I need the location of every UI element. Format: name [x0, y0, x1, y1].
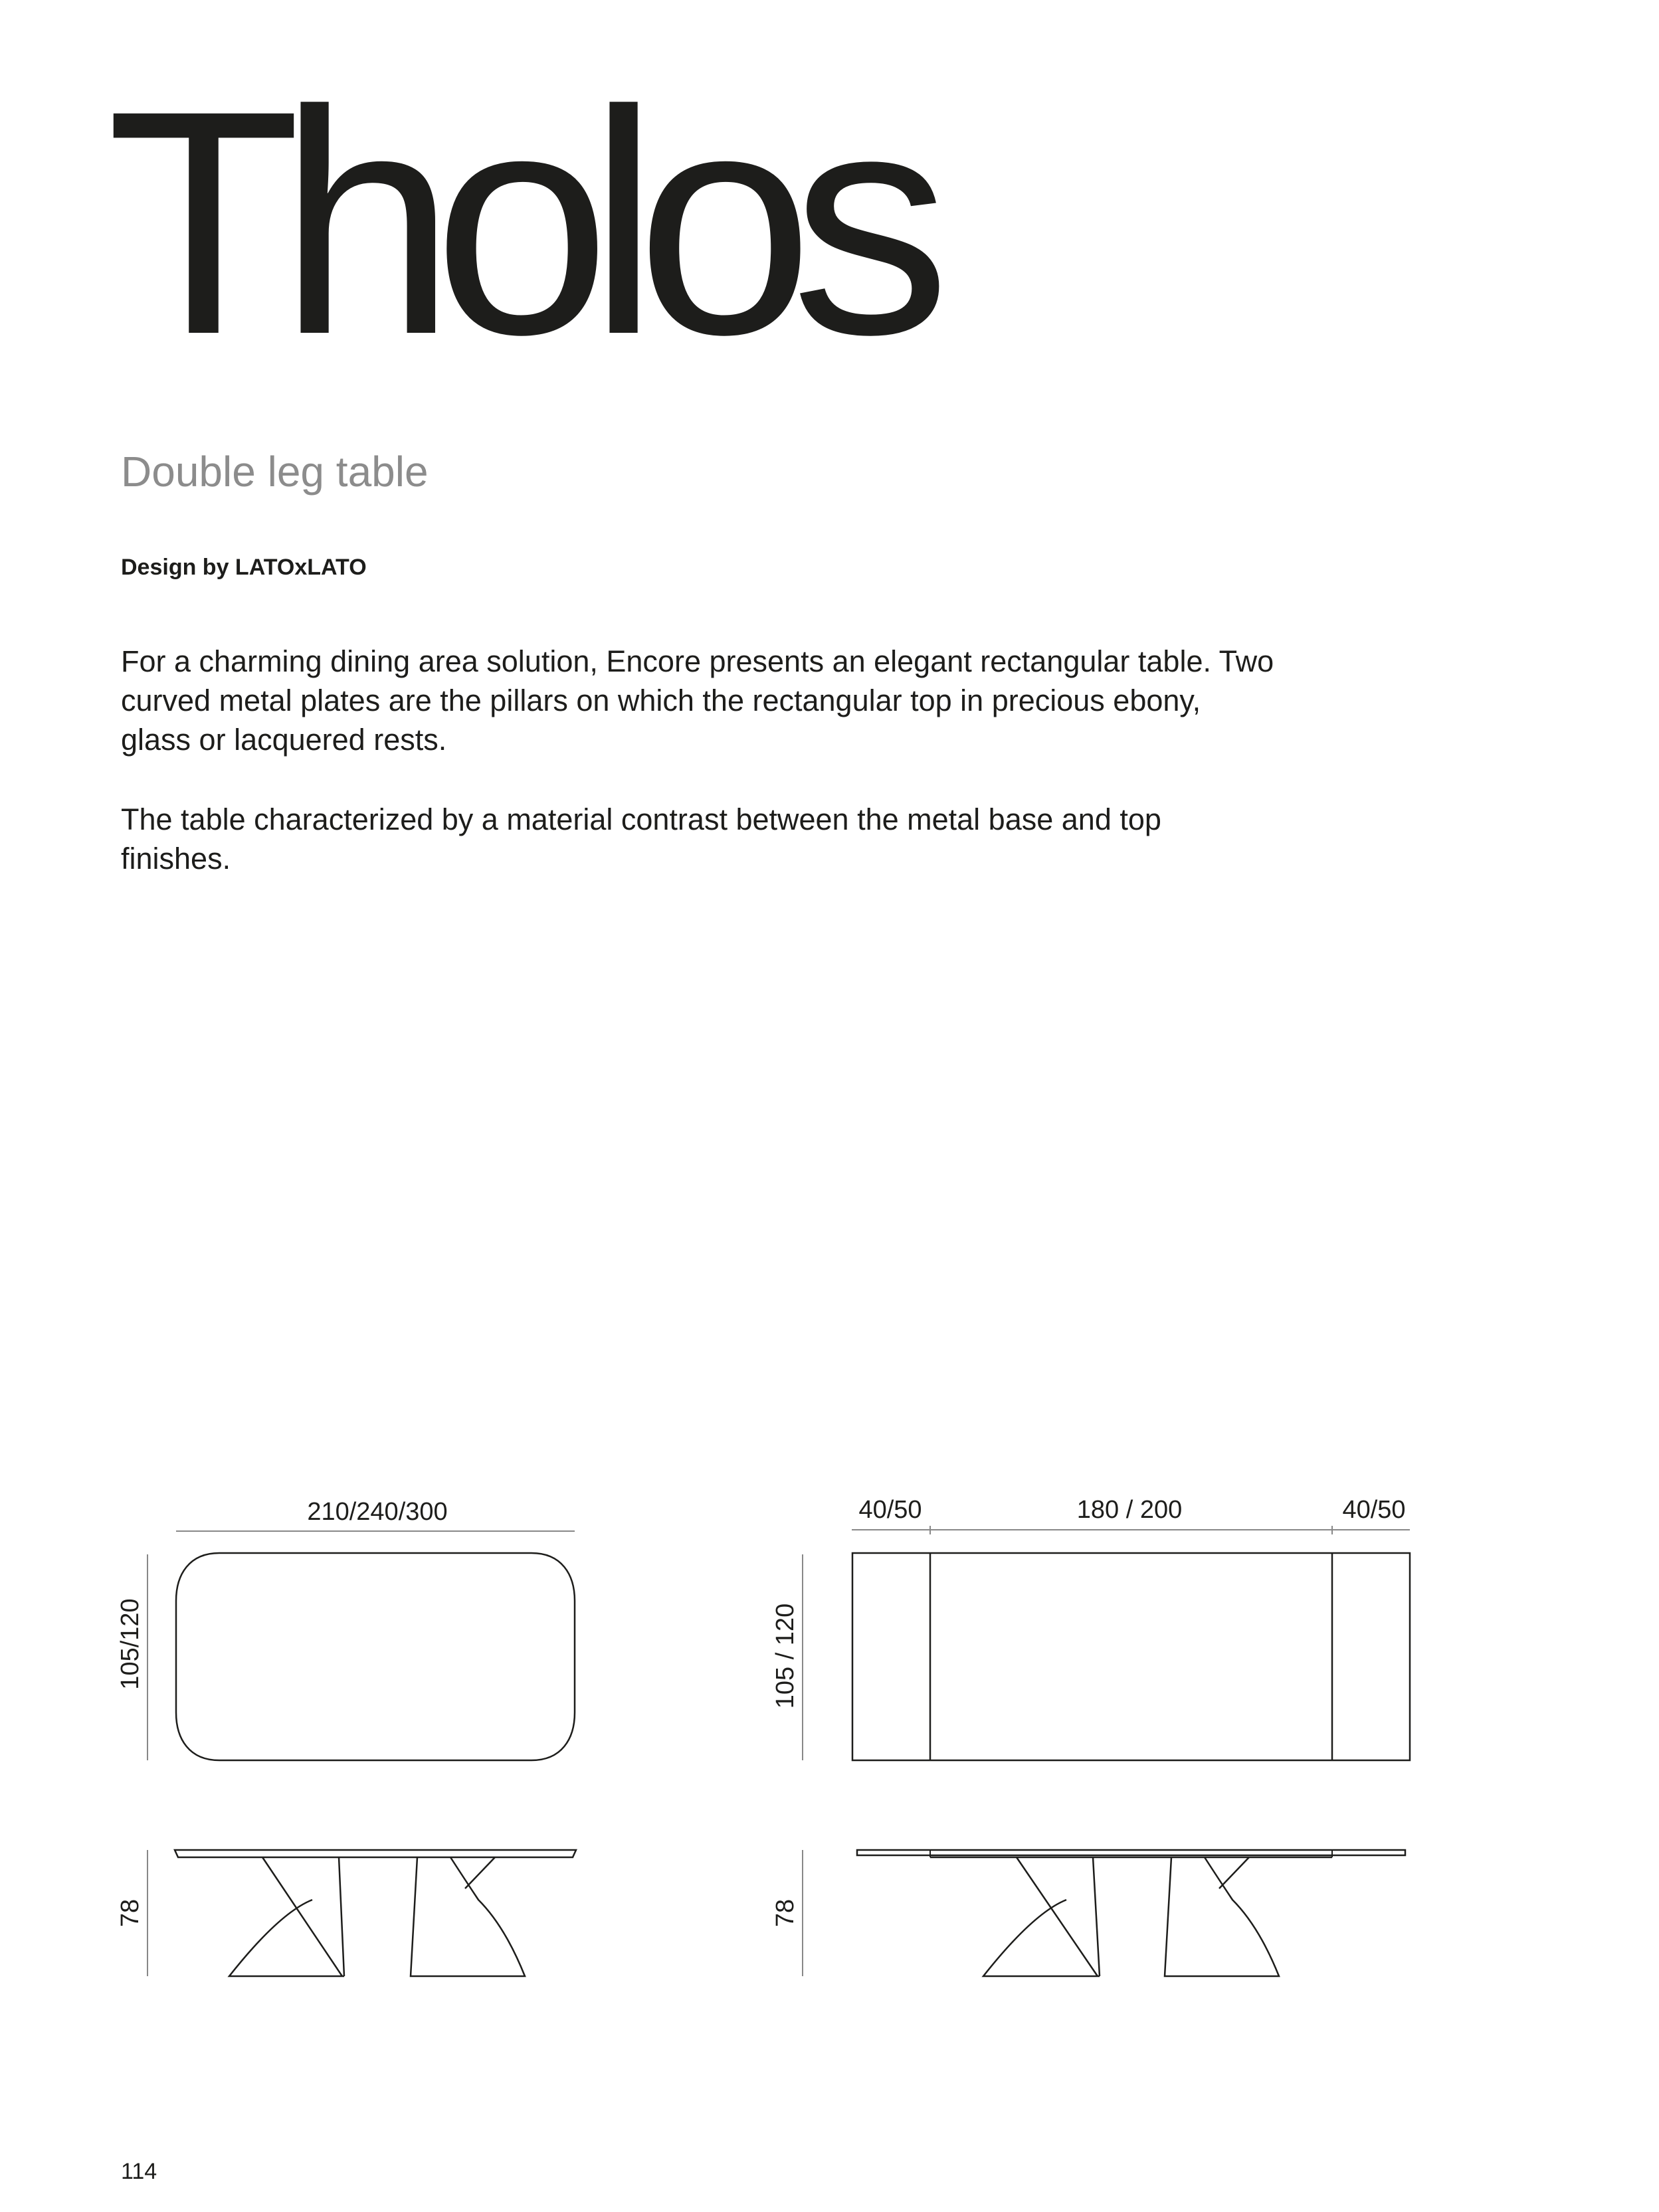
height-label: 78: [116, 1898, 144, 1928]
description-paragraph: For a charming dining area solution, Encore presents an elegant rectangular table. Two curved metal plates are the pillars on which the rectangular top in precious ebony, glass or lacquered rests.: [121, 644, 1274, 757]
extension-left-label: 40/50: [858, 1496, 922, 1524]
designer-credit: Design by LATOxLATO: [121, 555, 367, 580]
extendable-table-side-view: [771, 1850, 1405, 1976]
center-length-label: 180 / 200: [1076, 1496, 1183, 1524]
depth-label: 105/120: [116, 1598, 144, 1690]
fixed-table-side-view: [116, 1850, 576, 1976]
width-label: 210/240/300: [307, 1498, 448, 1526]
extension-right-label: 40/50: [1342, 1496, 1406, 1524]
right-leg: [411, 1857, 525, 1976]
left-leg: [983, 1857, 1100, 1976]
extended-tabletop-edge: [857, 1850, 1405, 1855]
right-leg: [1165, 1857, 1279, 1976]
fixed-table-top-view: [116, 1498, 575, 1760]
height-label: 78: [771, 1898, 799, 1928]
extendable-table-top-view: [771, 1496, 1410, 1760]
page-number: 114: [121, 2159, 157, 2184]
depth-label: 105 / 120: [771, 1603, 799, 1709]
left-leg: [229, 1857, 344, 1976]
product-subtitle: Double leg table: [121, 448, 429, 496]
description-paragraph: The table characterized by a material contrast between the metal base and top finishes.: [121, 802, 1161, 876]
product-title: Tholos: [106, 44, 928, 401]
tabletop-edge: [175, 1850, 576, 1857]
rounded-tabletop-outline: [176, 1553, 575, 1760]
extendable-tabletop-outline: [852, 1553, 1410, 1760]
